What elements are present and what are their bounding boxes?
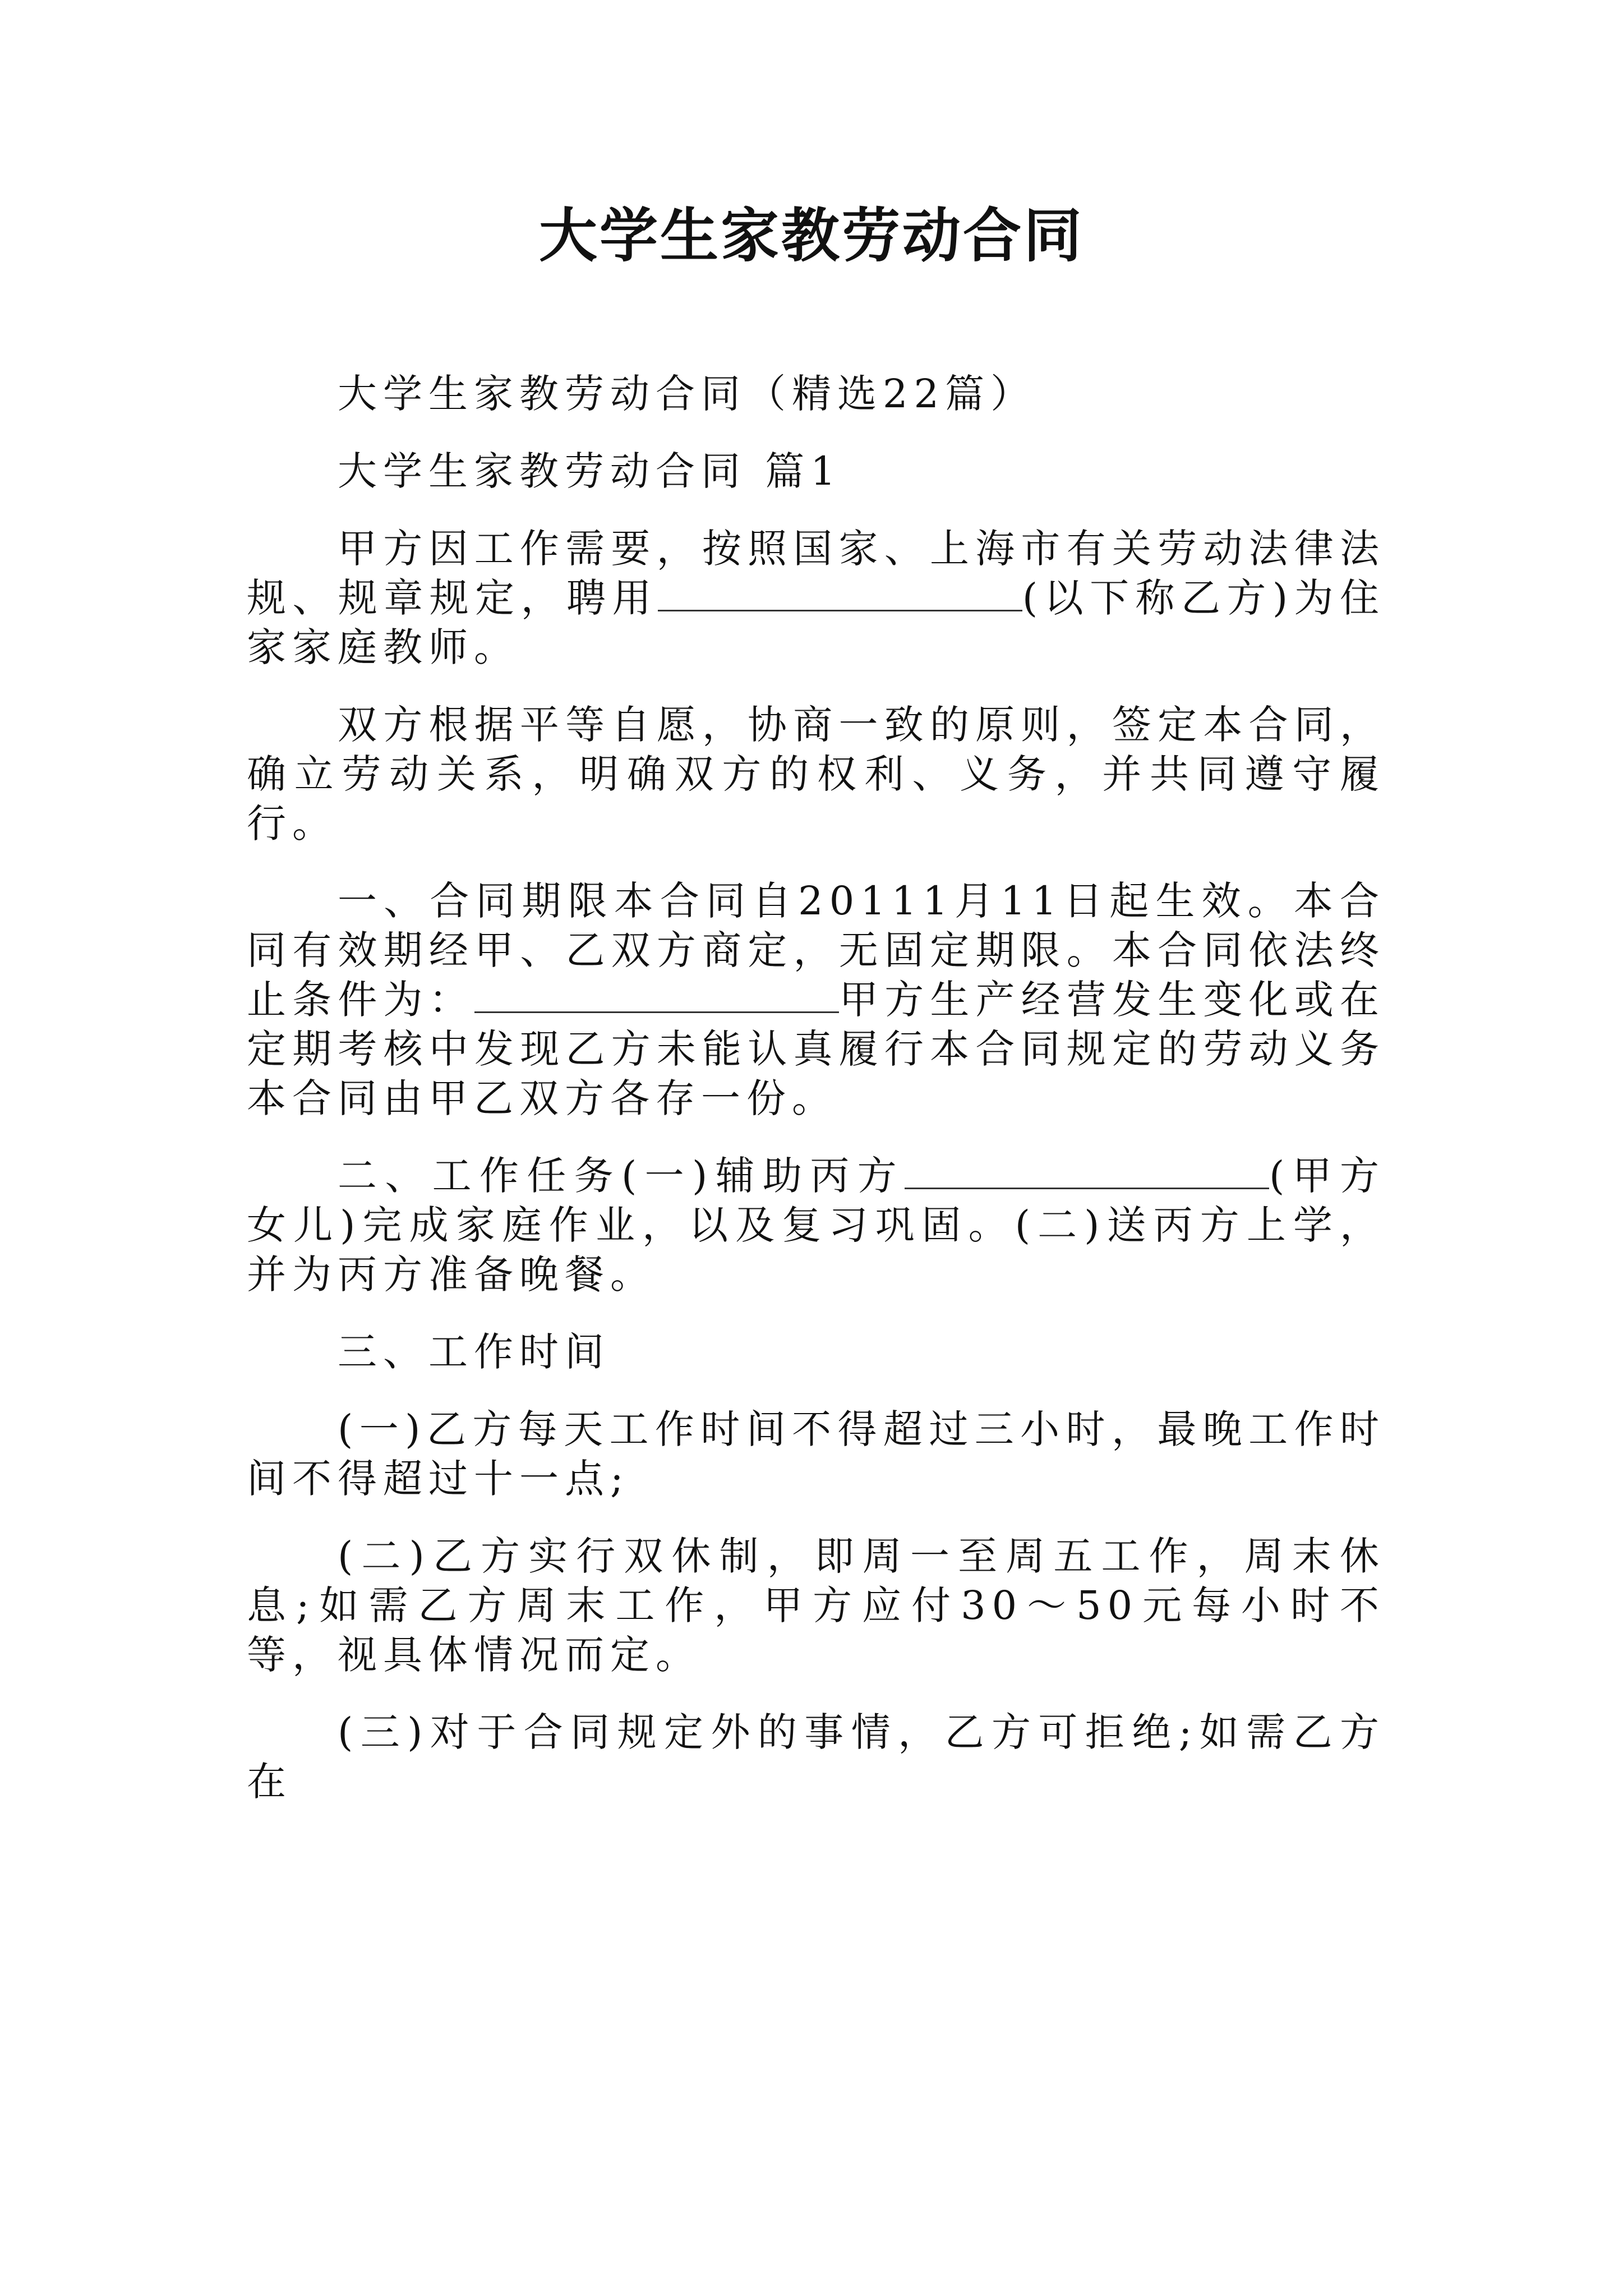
section-work-hours: 三、工作时间 <box>338 1329 610 1375</box>
paragraph-hours-limit: (一)乙方每天工作时间不得超过三小时，最晚工作时间不得超过十一点; <box>247 1406 1385 1502</box>
paragraph-text: (甲方女儿)完成家庭作业，以及复习巩固。(二)送丙方上学，并为丙方准备晚餐。 <box>247 1153 1386 1297</box>
paragraph-principles: 双方根据平等自愿，协商一致的原则，签定本合同，确立劳动关系，明确双方的权利、义务，并共同遵守履行。 <box>247 702 1385 846</box>
paragraph-contract-term <box>247 876 1385 1123</box>
paragraph-extra-duties: (三)对于合同规定外的事情，乙方可拒绝;如需乙方在 <box>247 1709 1385 1805</box>
paragraph-text: 一、合同期限本合同自20111月11日起生效。本合同有效期经甲、乙双方商定，无固定期限。本合同依法终止条件为： <box>247 878 1385 1023</box>
paragraph-work-tasks <box>247 1151 1385 1299</box>
paragraph-employment <box>247 524 1385 672</box>
blank-field-employee-name <box>658 576 1022 611</box>
document-title: 大学生家教劳动合同 <box>538 201 1084 270</box>
document-subtitle: 大学生家教劳动合同（精选22篇） <box>338 371 1036 417</box>
paragraph-text: 二、工作任务(一)辅助丙方 <box>338 1153 905 1199</box>
paragraph-text: 甲方生产经营发生变化或在定期考核中发现乙方未能认真履行本合同规定的劳动义务本合同由甲乙双方各存一份。 <box>247 977 1386 1121</box>
paragraph-weekend: (二)乙方实行双休制，即周一至周五工作，周末休息;如需乙方周末工作，甲方应付30～50元每小时不等，视具体情况而定。 <box>247 1533 1385 1678</box>
document-body <box>247 369 1385 1834</box>
blank-field-termination-condition <box>474 978 839 1013</box>
paragraph-text: (以下称乙方)为住家家庭教师。 <box>247 575 1385 670</box>
blank-field-student-name <box>905 1154 1269 1189</box>
paragraph-text: 甲方因工作需要，按照国家、上海市有关劳动法律法规、规章规定，聘用 <box>247 526 1385 621</box>
section-heading: 大学生家教劳动合同 篇1 <box>338 448 842 494</box>
